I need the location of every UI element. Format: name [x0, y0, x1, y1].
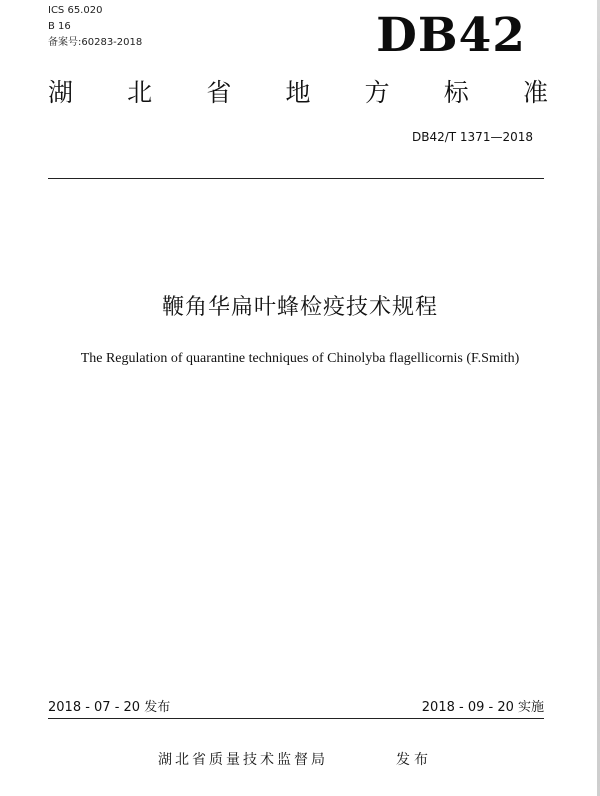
standard-number: DB42/T 1371—2018: [411, 130, 533, 144]
province-char: 省: [206, 78, 232, 107]
province-char: 准: [522, 78, 548, 107]
issue-label: 发布: [396, 752, 432, 768]
publish-date: 2018 - 07 - 20 发布: [48, 700, 171, 715]
classification-code: B 16: [48, 21, 71, 32]
title-chinese: 鞭角华扁叶蜂检疫技术规程: [161, 295, 438, 320]
implement-date: 2018 - 09 - 20 实施: [421, 700, 544, 715]
province-char: 方: [364, 78, 390, 107]
bottom-divider: [48, 718, 544, 719]
ics-code: ICS 65.020: [48, 5, 103, 16]
title-english: The Regulation of quarantine techniques of Chinolyba flagellicornis (F.Smith): [80, 351, 520, 366]
province-char: 标: [443, 78, 469, 107]
province-standard-heading: [48, 78, 548, 108]
record-number: 备案号:60283-2018: [48, 37, 143, 48]
issuing-authority: 湖北省质量技术监督局: [158, 752, 328, 768]
province-char: 地: [285, 78, 311, 107]
top-divider: [48, 178, 544, 179]
province-char: 北: [127, 78, 153, 107]
standard-code: DB42: [376, 8, 526, 63]
province-char: 湖: [48, 78, 74, 107]
